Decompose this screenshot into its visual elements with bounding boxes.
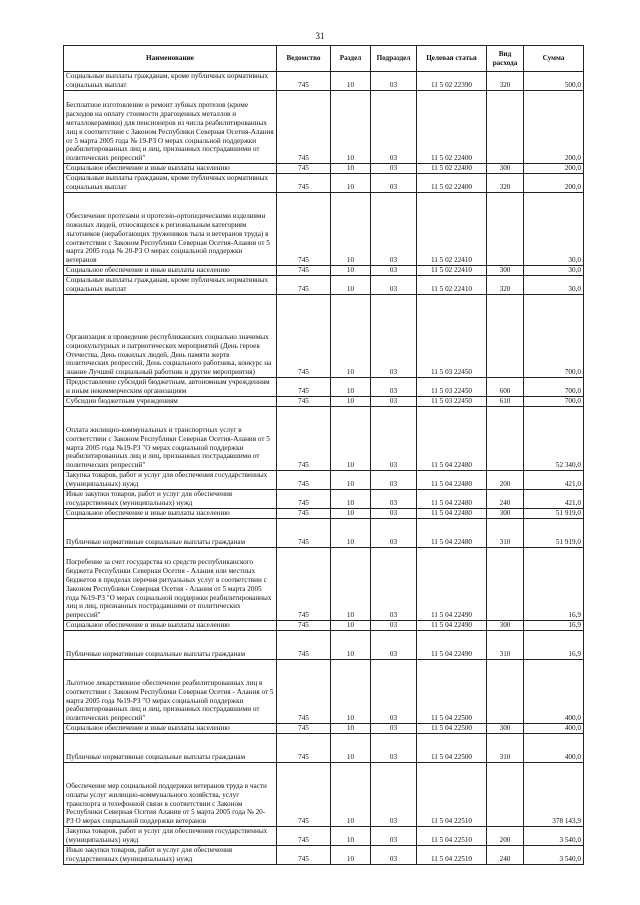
cell-name: Закупка товаров, работ и услуг для обеспечения государственных (муниципальных) нужд [64, 471, 277, 490]
cell-sum: 30,0 [524, 193, 584, 266]
cell-vedomstvo: 745 [277, 91, 331, 164]
table-row [64, 827, 584, 846]
cell-target-article: 11 5 04 22480 [417, 490, 487, 509]
table-header-row [64, 46, 584, 72]
cell-target-article: 11 5 04 22500 [417, 724, 487, 734]
table-row [64, 548, 584, 621]
cell-target-article: 11 5 04 22490 [417, 548, 487, 621]
cell-razdel: 10 [331, 295, 371, 378]
cell-target-article: 11 5 02 22390 [417, 72, 487, 91]
cell-sum: 378 143,9 [524, 763, 584, 827]
table-row [64, 621, 584, 631]
table-row [64, 407, 584, 471]
cell-expense-type: 240 [487, 490, 524, 509]
cell-vedomstvo: 745 [277, 266, 331, 276]
cell-sum: 3 540,0 [524, 827, 584, 846]
cell-vedomstvo: 745 [277, 621, 331, 631]
cell-vedomstvo: 745 [277, 471, 331, 490]
page-number: 31 [315, 31, 325, 41]
cell-sum: 400,0 [524, 724, 584, 734]
cell-expense-type: 310 [487, 519, 524, 548]
cell-name: Публичные нормативные социальные выплаты гражданам [64, 734, 277, 763]
cell-sum: 200,0 [524, 164, 584, 174]
cell-razdel: 10 [331, 734, 371, 763]
cell-name: Обеспечение протезами и протезно-ортопедическими изделиями пожилых людей, относящихся к региональным категориям льготников (неработающих тружеников тыла и ветеранов труда) в соответствии с Законом Республики Северная Осетия-Алания от 5 марта 2005 года № 20-РЗ О мерах социальной поддержки ветеранов [64, 193, 277, 266]
cell-target-article: 11 5 02 22410 [417, 193, 487, 266]
cell-target-article: 11 5 04 22490 [417, 631, 487, 660]
cell-sum: 700,0 [524, 295, 584, 378]
cell-vedomstvo: 745 [277, 174, 331, 193]
cell-sum: 421,0 [524, 471, 584, 490]
cell-razdel: 10 [331, 266, 371, 276]
cell-vedomstvo: 745 [277, 660, 331, 724]
cell-podrazdel: 03 [371, 827, 417, 846]
table-body [64, 72, 584, 865]
cell-target-article: 11 5 04 22480 [417, 471, 487, 490]
cell-vedomstvo: 745 [277, 846, 331, 865]
cell-name: Публичные нормативные социальные выплаты гражданам [64, 631, 277, 660]
cell-target-article: 11 5 04 22510 [417, 763, 487, 827]
cell-target-article: 11 5 02 22400 [417, 174, 487, 193]
cell-razdel: 10 [331, 509, 371, 519]
table-row [64, 72, 584, 91]
cell-target-article: 11 5 02 22400 [417, 91, 487, 164]
cell-podrazdel: 03 [371, 266, 417, 276]
table-row [64, 91, 584, 164]
cell-podrazdel: 03 [371, 846, 417, 865]
cell-podrazdel: 03 [371, 397, 417, 407]
cell-vedomstvo: 745 [277, 734, 331, 763]
table-row [64, 471, 584, 490]
cell-expense-type [487, 763, 524, 827]
cell-expense-type [487, 91, 524, 164]
table-row [64, 660, 584, 724]
cell-name: Обеспечение мер социальной поддержки ветеранов труда в части оплаты услуг жилищно-коммунального хозяйства, услуг транспорта и телефонной связи в соответствии с Законом Республики Северная Осетия Алания от 5 марта 2005 года № 20- РЗ О мерах социальной поддержки ветеранов [64, 763, 277, 827]
cell-razdel: 10 [331, 193, 371, 266]
cell-name: Социальные выплаты гражданам, кроме публичных нормативных социальных выплат [64, 174, 277, 193]
cell-target-article: 11 5 04 22510 [417, 846, 487, 865]
cell-podrazdel: 03 [371, 631, 417, 660]
table-row [64, 631, 584, 660]
cell-razdel: 10 [331, 548, 371, 621]
cell-expense-type: 610 [487, 397, 524, 407]
cell-vedomstvo: 745 [277, 378, 331, 397]
table-row [64, 734, 584, 763]
cell-sum: 16,9 [524, 631, 584, 660]
cell-razdel: 10 [331, 72, 371, 91]
table-row [64, 509, 584, 519]
cell-podrazdel: 03 [371, 734, 417, 763]
cell-vedomstvo: 745 [277, 490, 331, 509]
table-row [64, 490, 584, 509]
cell-razdel: 10 [331, 846, 371, 865]
cell-razdel: 10 [331, 164, 371, 174]
cell-razdel: 10 [331, 91, 371, 164]
cell-sum: 16,9 [524, 548, 584, 621]
cell-name: Погребение за счет государства из средств республиканского бюджета Республики Северная Осетия - Алания или местных бюджетов в пределах перечня ритуальных услуг в соответствии с Законом Республики Северная Осетия - Алания от 5 марта 2005 года №19-РЗ "О мерах социальной поддержки реабилитированных лиц и лиц, признанных пострадавшими от политических репрессий" [64, 548, 277, 621]
cell-sum: 16,9 [524, 621, 584, 631]
cell-podrazdel: 03 [371, 490, 417, 509]
cell-expense-type [487, 548, 524, 621]
cell-podrazdel: 03 [371, 295, 417, 378]
cell-expense-type: 200 [487, 827, 524, 846]
header-name: Наименование [64, 46, 277, 72]
cell-podrazdel: 03 [371, 621, 417, 631]
cell-podrazdel: 03 [371, 660, 417, 724]
table-row [64, 295, 584, 378]
cell-expense-type: 300 [487, 724, 524, 734]
cell-name: Социальное обеспечение и иные выплаты населению [64, 164, 277, 174]
cell-target-article: 11 5 02 22400 [417, 164, 487, 174]
cell-target-article: 11 5 02 22410 [417, 266, 487, 276]
cell-name: Иные закупки товаров, работ и услуг для обеспечения государственных (муниципальных) нужд [64, 846, 277, 865]
cell-vedomstvo: 745 [277, 631, 331, 660]
cell-razdel: 10 [331, 724, 371, 734]
cell-podrazdel: 03 [371, 91, 417, 164]
cell-sum: 421,0 [524, 490, 584, 509]
cell-podrazdel: 03 [371, 174, 417, 193]
cell-expense-type [487, 407, 524, 471]
cell-sum: 700,0 [524, 378, 584, 397]
cell-vedomstvo: 745 [277, 164, 331, 174]
cell-name: Оплата жилищно-коммунальных и транспортных услуг в соответствии с Законом Республики Северная Осетия-Алания от 5 марта 2005 года №19-РЗ "О мерах социальной поддержки реабилитированных лиц и лиц, признанных пострадавшими от политических репрессий" [64, 407, 277, 471]
cell-sum: 400,0 [524, 734, 584, 763]
cell-razdel: 10 [331, 397, 371, 407]
cell-vedomstvo: 745 [277, 295, 331, 378]
cell-sum: 30,0 [524, 276, 584, 295]
cell-target-article: 11 5 03 22450 [417, 295, 487, 378]
header-sum: Сумма [524, 46, 584, 72]
cell-expense-type: 320 [487, 72, 524, 91]
cell-podrazdel: 03 [371, 276, 417, 295]
cell-expense-type [487, 295, 524, 378]
cell-vedomstvo: 745 [277, 397, 331, 407]
cell-name: Предоставление субсидий бюджетным, автономным учреждениям и иным некоммерческим организациям [64, 378, 277, 397]
cell-vedomstvo: 745 [277, 407, 331, 471]
cell-razdel: 10 [331, 471, 371, 490]
cell-sum: 3 540,0 [524, 846, 584, 865]
cell-name: Организация и проведение республиканских социально значимых социокультурных и патриотических мероприятий (День героев Отечества, День пожилых людей, День памяти жертв политических репрессий, День социального работника, конкурс на знание Лучший социальный работник и другие мероприятия) [64, 295, 277, 378]
cell-razdel: 10 [331, 519, 371, 548]
cell-podrazdel: 03 [371, 509, 417, 519]
cell-razdel: 10 [331, 827, 371, 846]
header-podrazdel: Подраздел [371, 46, 417, 72]
table-row [64, 266, 584, 276]
cell-expense-type: 300 [487, 266, 524, 276]
cell-razdel: 10 [331, 621, 371, 631]
cell-razdel: 10 [331, 631, 371, 660]
cell-target-article: 11 5 02 22410 [417, 276, 487, 295]
cell-sum: 400,0 [524, 660, 584, 724]
cell-podrazdel: 03 [371, 471, 417, 490]
table-row [64, 763, 584, 827]
cell-sum: 200,0 [524, 91, 584, 164]
cell-sum: 52 340,0 [524, 407, 584, 471]
cell-podrazdel: 03 [371, 164, 417, 174]
table-row [64, 378, 584, 397]
cell-target-article: 11 5 04 22500 [417, 734, 487, 763]
cell-name: Закупка товаров, работ и услуг для обеспечения государственных (муниципальных) нужд [64, 827, 277, 846]
cell-podrazdel: 03 [371, 378, 417, 397]
cell-razdel: 10 [331, 378, 371, 397]
table-row [64, 193, 584, 266]
cell-razdel: 10 [331, 763, 371, 827]
cell-name: Социальное обеспечение и иные выплаты населению [64, 509, 277, 519]
cell-expense-type: 310 [487, 631, 524, 660]
table-row [64, 724, 584, 734]
cell-name: Бесплатное изготовление и ремонт зубных протезов (кроме расходов на оплату стоимости драгоценных металлов и металлокерамики) для пенсионеров из числа реабилитированных лиц в соответствие с Законом Республики Северная Осетия-Алания от 5 марта 2005 года № 19-РЗ О мерах социальной поддержки реабилитированных лиц и лиц, признанных пострадавшими от политических репрессий" [64, 91, 277, 164]
table-row [64, 519, 584, 548]
header-razdel: Раздел [331, 46, 371, 72]
cell-target-article: 11 5 03 22450 [417, 378, 487, 397]
cell-target-article: 11 5 03 22450 [417, 397, 487, 407]
cell-name: Иные закупки товаров, работ и услуг для обеспечения государственных (муниципальных) нужд [64, 490, 277, 509]
cell-podrazdel: 03 [371, 519, 417, 548]
cell-sum: 51 919,0 [524, 509, 584, 519]
table-row [64, 164, 584, 174]
cell-podrazdel: 03 [371, 763, 417, 827]
cell-vedomstvo: 745 [277, 763, 331, 827]
table-row [64, 276, 584, 295]
cell-name: Социальное обеспечение и иные выплаты населению [64, 621, 277, 631]
cell-sum: 51 919,0 [524, 519, 584, 548]
cell-podrazdel: 03 [371, 407, 417, 471]
cell-expense-type: 300 [487, 164, 524, 174]
header-expense-type: Вид расхода [487, 46, 524, 72]
cell-vedomstvo: 745 [277, 519, 331, 548]
cell-name: Публичные нормативные социальные выплаты гражданам [64, 519, 277, 548]
cell-expense-type: 300 [487, 621, 524, 631]
cell-razdel: 10 [331, 407, 371, 471]
budget-table [63, 45, 584, 865]
cell-razdel: 10 [331, 660, 371, 724]
cell-sum: 200,0 [524, 174, 584, 193]
cell-target-article: 11 5 04 22480 [417, 509, 487, 519]
cell-name: Социальное обеспечение и иные выплаты населению [64, 724, 277, 734]
cell-vedomstvo: 745 [277, 724, 331, 734]
cell-name: Социальные выплаты гражданам, кроме публичных нормативных социальных выплат [64, 72, 277, 91]
cell-expense-type: 600 [487, 378, 524, 397]
cell-name: Субсидии бюджетным учреждениям [64, 397, 277, 407]
cell-sum: 700,0 [524, 397, 584, 407]
cell-expense-type [487, 660, 524, 724]
cell-target-article: 11 5 04 22490 [417, 621, 487, 631]
cell-razdel: 10 [331, 276, 371, 295]
header-vedomstvo: Ведомство [277, 46, 331, 72]
cell-name: Льготное лекарственное обеспечение реабилитированных лиц в соответствии с Законом Республики Северная Осетия - Алания от 5 марта 2005 года №19-РЗ "О мерах социальной поддержки реабилитированных лиц и лиц, признанных пострадавшими от политических репрессий" [64, 660, 277, 724]
cell-podrazdel: 03 [371, 724, 417, 734]
table-row [64, 397, 584, 407]
header-target-article: Целевая статья [417, 46, 487, 72]
cell-vedomstvo: 745 [277, 509, 331, 519]
cell-vedomstvo: 745 [277, 193, 331, 266]
cell-vedomstvo: 745 [277, 72, 331, 91]
cell-razdel: 10 [331, 174, 371, 193]
cell-razdel: 10 [331, 490, 371, 509]
cell-target-article: 11 5 04 22510 [417, 827, 487, 846]
cell-target-article: 11 5 04 22480 [417, 519, 487, 548]
cell-sum: 500,0 [524, 72, 584, 91]
cell-expense-type [487, 193, 524, 266]
table-row [64, 174, 584, 193]
cell-name: Социальные выплаты гражданам, кроме публичных нормативных социальных выплат [64, 276, 277, 295]
cell-expense-type: 240 [487, 846, 524, 865]
cell-vedomstvo: 745 [277, 548, 331, 621]
cell-target-article: 11 5 04 22480 [417, 407, 487, 471]
cell-vedomstvo: 745 [277, 827, 331, 846]
cell-expense-type: 310 [487, 734, 524, 763]
cell-expense-type: 300 [487, 509, 524, 519]
cell-podrazdel: 03 [371, 193, 417, 266]
cell-vedomstvo: 745 [277, 276, 331, 295]
cell-sum: 30,0 [524, 266, 584, 276]
cell-podrazdel: 03 [371, 548, 417, 621]
cell-expense-type: 200 [487, 471, 524, 490]
cell-podrazdel: 03 [371, 72, 417, 91]
cell-expense-type: 320 [487, 174, 524, 193]
cell-expense-type: 320 [487, 276, 524, 295]
cell-name: Социальное обеспечение и иные выплаты населению [64, 266, 277, 276]
table-row [64, 846, 584, 865]
cell-target-article: 11 5 04 22500 [417, 660, 487, 724]
